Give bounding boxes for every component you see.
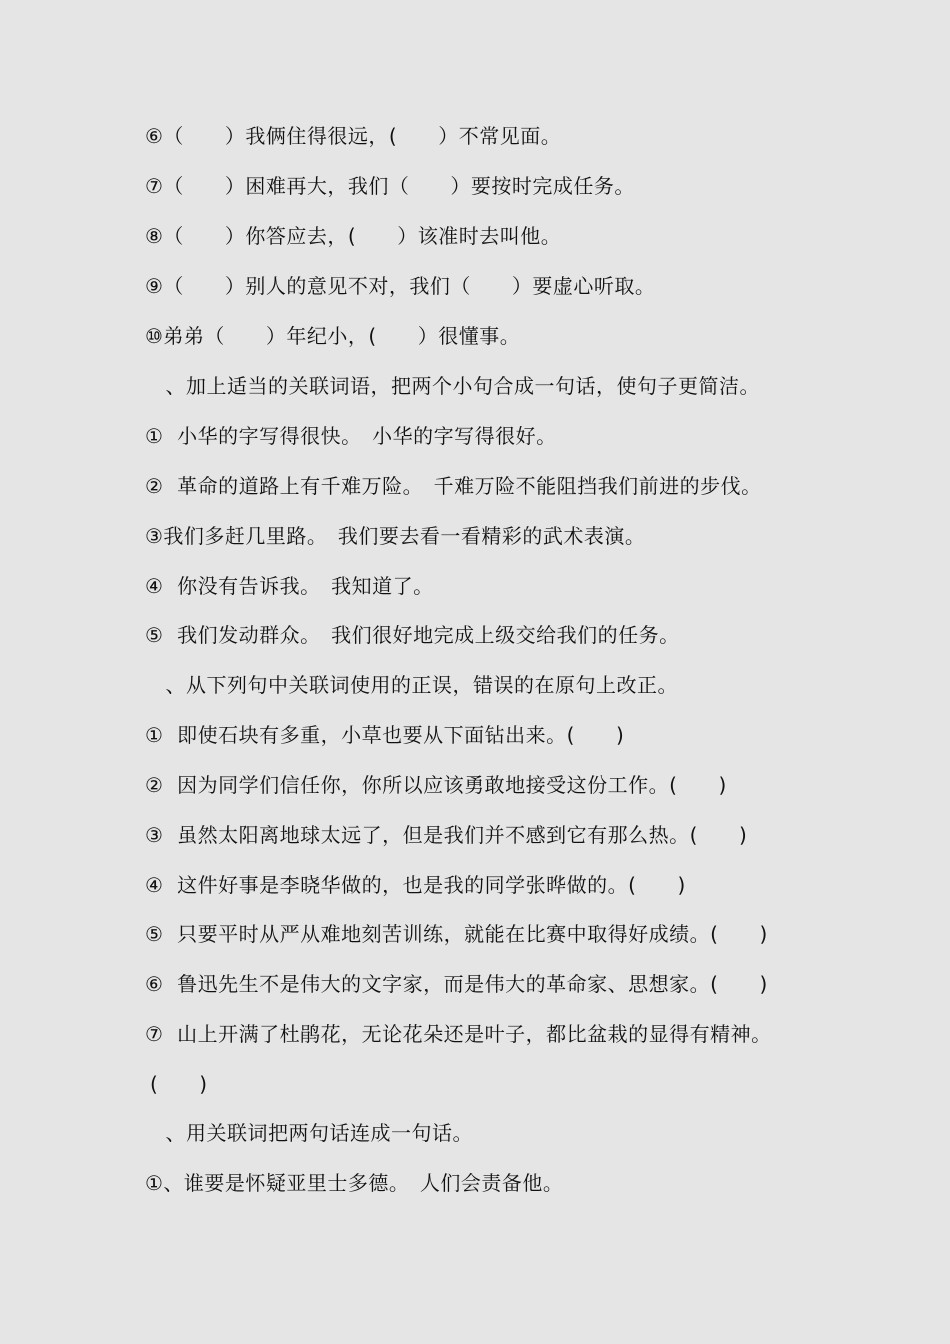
exercise-line-7: ⑦（ ）困难再大，我们（ ）要按时完成任务。 [145, 174, 635, 198]
exercise-line-10: ⑩弟弟（ ）年纪小，( ）很懂事。 [145, 324, 521, 348]
judge-item-6: ⑥ 鲁迅先生不是伟大的文字家，而是伟大的革命家、思想家。( ) [145, 972, 768, 996]
judge-item-1: ① 即使石块有多重，小草也要从下面钻出来。( ) [145, 723, 625, 747]
combine-item-4: ④ 你没有告诉我。 我知道了。 [145, 574, 434, 598]
judge-item-4: ④ 这件好事是李晓华做的，也是我的同学张晔做的。( ) [145, 873, 686, 897]
section-heading-combine: 、加上适当的关联词语，把两个小句合成一句话，使句子更简洁。 [145, 374, 760, 398]
judge-item-3: ③ 虽然太阳离地球太远了，但是我们并不感到它有那么热。( ) [145, 823, 748, 847]
exercise-line-8: ⑧（ ）你答应去，( ）该准时去叫他。 [145, 224, 562, 248]
judge-item-7: ⑦ 山上开满了杜鹃花，无论花朵还是叶子，都比盆栽的显得有精神。 [145, 1022, 772, 1046]
judge-item-7-blank: ( ) [150, 1072, 208, 1096]
combine-item-2: ② 革命的道路上有千难万险。 千难万险不能阻挡我们前进的步伐。 [145, 474, 762, 498]
combine-item-5: ⑤ 我们发动群众。 我们很好地完成上级交给我们的任务。 [145, 623, 680, 647]
judge-item-2: ② 因为同学们信任你，你所以应该勇敢地接受这份工作。( ) [145, 773, 727, 797]
judge-item-5: ⑤ 只要平时从严从难地刻苦训练，就能在比赛中取得好成绩。( ) [145, 922, 768, 946]
exercise-line-6: ⑥（ ）我俩住得很远，( ）不常见面。 [145, 124, 562, 148]
section-heading-judge: 、从下列句中关联词使用的正误，错误的在原句上改正。 [145, 673, 678, 697]
combine-item-3: ③我们多赶几里路。 我们要去看一看精彩的武术表演。 [145, 524, 646, 548]
exercise-line-9: ⑨（ ）别人的意见不对，我们（ ）要虚心听取。 [145, 274, 656, 298]
connect-item-1: ①、谁要是怀疑亚里士多德。 人们会责备他。 [145, 1171, 564, 1195]
section-heading-connect: 、用关联词把两句话连成一句话。 [145, 1121, 473, 1145]
combine-item-1: ① 小华的字写得很快。 小华的字写得很好。 [145, 424, 557, 448]
